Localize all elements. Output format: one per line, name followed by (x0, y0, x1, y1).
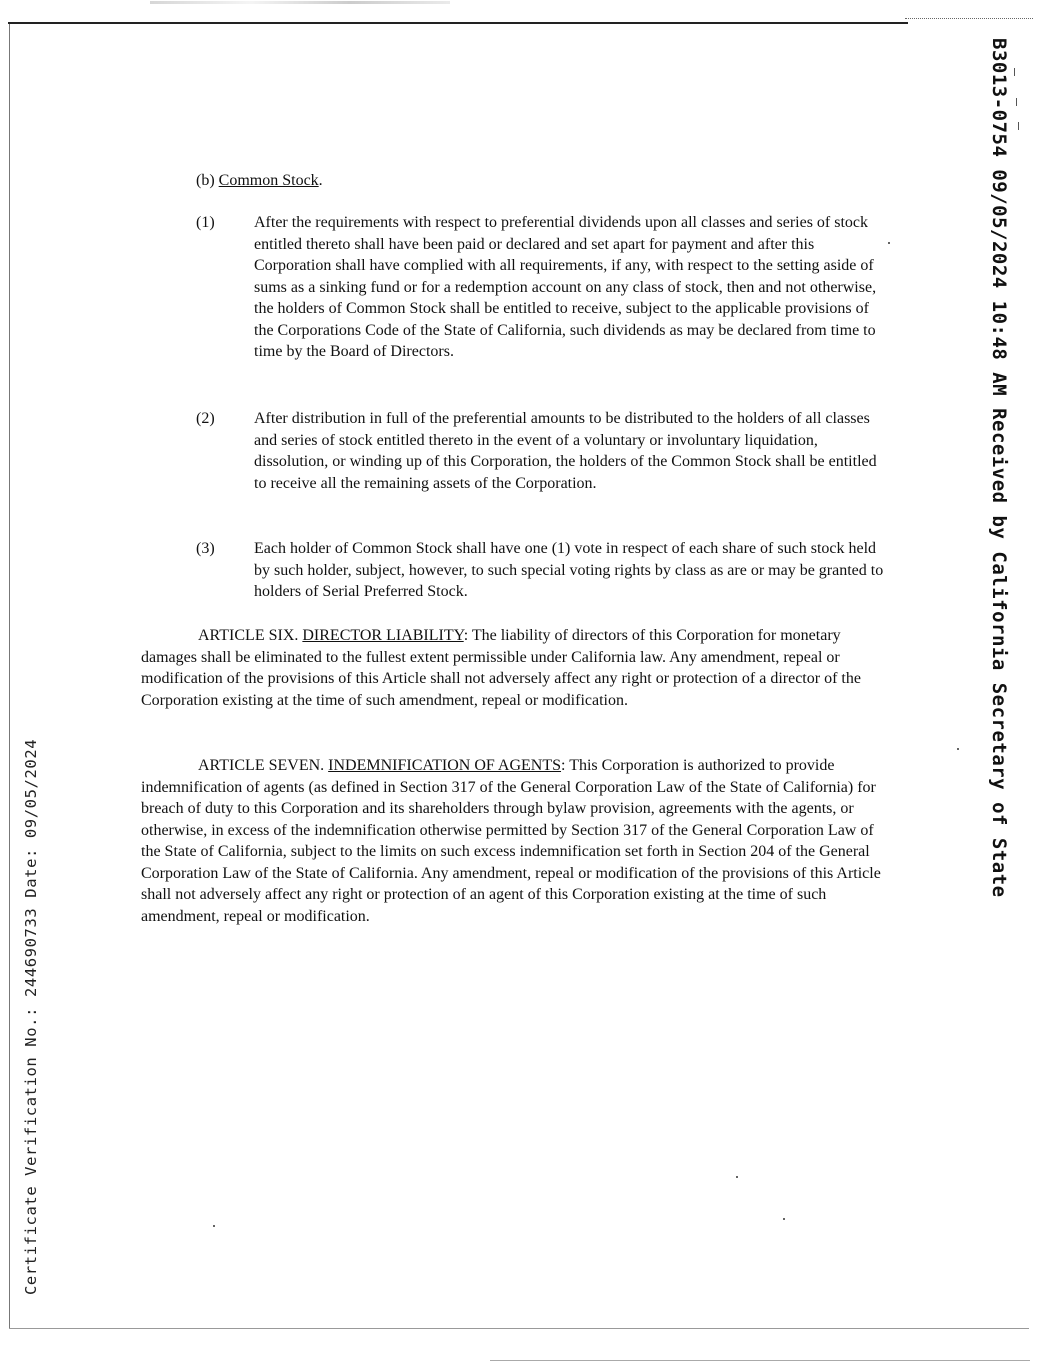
scan-speck (957, 748, 959, 750)
clause-item-2 (196, 408, 896, 494)
section-heading-common-stock (196, 170, 323, 192)
clause-item-3 (196, 538, 896, 603)
clause-number: (1) (196, 214, 215, 231)
received-stamp: B3013-0754 09/05/2024 10:48 AM Received by California Secretary of State (988, 38, 1010, 898)
scan-tick (1018, 122, 1019, 130)
clause-text: Each holder of Common Stock shall have one (1) vote in respect of each share of such stock held by such holder, subject, however, to such special voting rights by class as are or may be granted to holders of Serial Preferred Stock. (254, 540, 884, 600)
article-seven-paragraph (141, 755, 883, 927)
bottom-rule (9, 1328, 1029, 1329)
clause-number: (2) (196, 410, 215, 427)
scan-speck (783, 1218, 785, 1220)
scan-tick (1016, 98, 1017, 106)
article-seven-label: ARTICLE SEVEN. (198, 757, 329, 774)
certificate-verification-stamp: Certificate Verification No.: 244690733 Date: 09/05/2024 (22, 738, 40, 1295)
clause-text: After the requirements with respect to preferential dividends upon all classes and series of stock entitled thereto shall have been paid or declared and set apart for payment and after this Corporation shall have complied with all requirements, if any, with respect to the setting aside of sums as a sinking fund or for a redemption account on any class of stock, then and not otherwise, the holders of Common Stock shall be entitled to receive, subject to the applicable provisions of the Corporations Code of the State of California, such dividends as may be declared from time to time by the Board of Directors. (254, 214, 877, 360)
bottom-rule-secondary (490, 1360, 1030, 1361)
scan-tick (1014, 68, 1015, 76)
section-suffix: . (318, 172, 323, 189)
article-seven-body: : This Corporation is authorized to provide indemnification of agents (as defined in Section 317 of the General Corporation Law of the State of California) for breach of duty to this Corporation and its shareholders through bylaw provision, agreements with the agents, or otherwise, in excess of the indemnification otherwise permitted by Section 317 of the General Corporation Law of the State of California, subject to the limits on such excess indemnification set forth in Section 204 of the General Corporation Law of the State of California. Any amendment, repeal or modification of the provisions of this Article shall not adversely affect any right or protection of an agent of this Corporation existing at the time of such amendment, repeal or modification. (141, 757, 881, 925)
top-rule (8, 22, 908, 24)
clause-item-1 (196, 212, 896, 363)
section-title: Common Stock (218, 172, 319, 189)
scan-speck (736, 1176, 738, 1178)
top-rule-thin (905, 18, 1033, 19)
left-margin-rule (9, 24, 10, 1329)
clause-number: (3) (196, 540, 215, 557)
article-six-label: ARTICLE SIX. (198, 627, 303, 644)
section-prefix: (b) (196, 172, 219, 189)
article-six-title: DIRECTOR LIABILITY (302, 627, 464, 644)
article-seven-title: INDEMNIFICATION OF AGENTS (328, 757, 562, 774)
scan-artifact-top (150, 1, 450, 4)
article-six-body: : The liability of directors of this Corporation for monetary damages shall be eliminated to the fullest extent permissible under California law. Any amendment, repeal or modification of the provisions of this Article shall not adversely affect any right or protection of a director of the Corporation existing at the time of such amendment, repeal or modification. (141, 627, 861, 709)
article-six-paragraph (141, 625, 883, 711)
scan-speck (888, 242, 890, 244)
scan-speck (213, 1225, 215, 1227)
clause-text: After distribution in full of the preferential amounts to be distributed to the holders of all classes and series of stock entitled thereto in the event of a voluntary or involuntary liquidation, dissolution, or winding up of this Corporation, the holders of the Common Stock shall be entitled to receive all the remaining assets of the Corporation. (254, 410, 877, 492)
